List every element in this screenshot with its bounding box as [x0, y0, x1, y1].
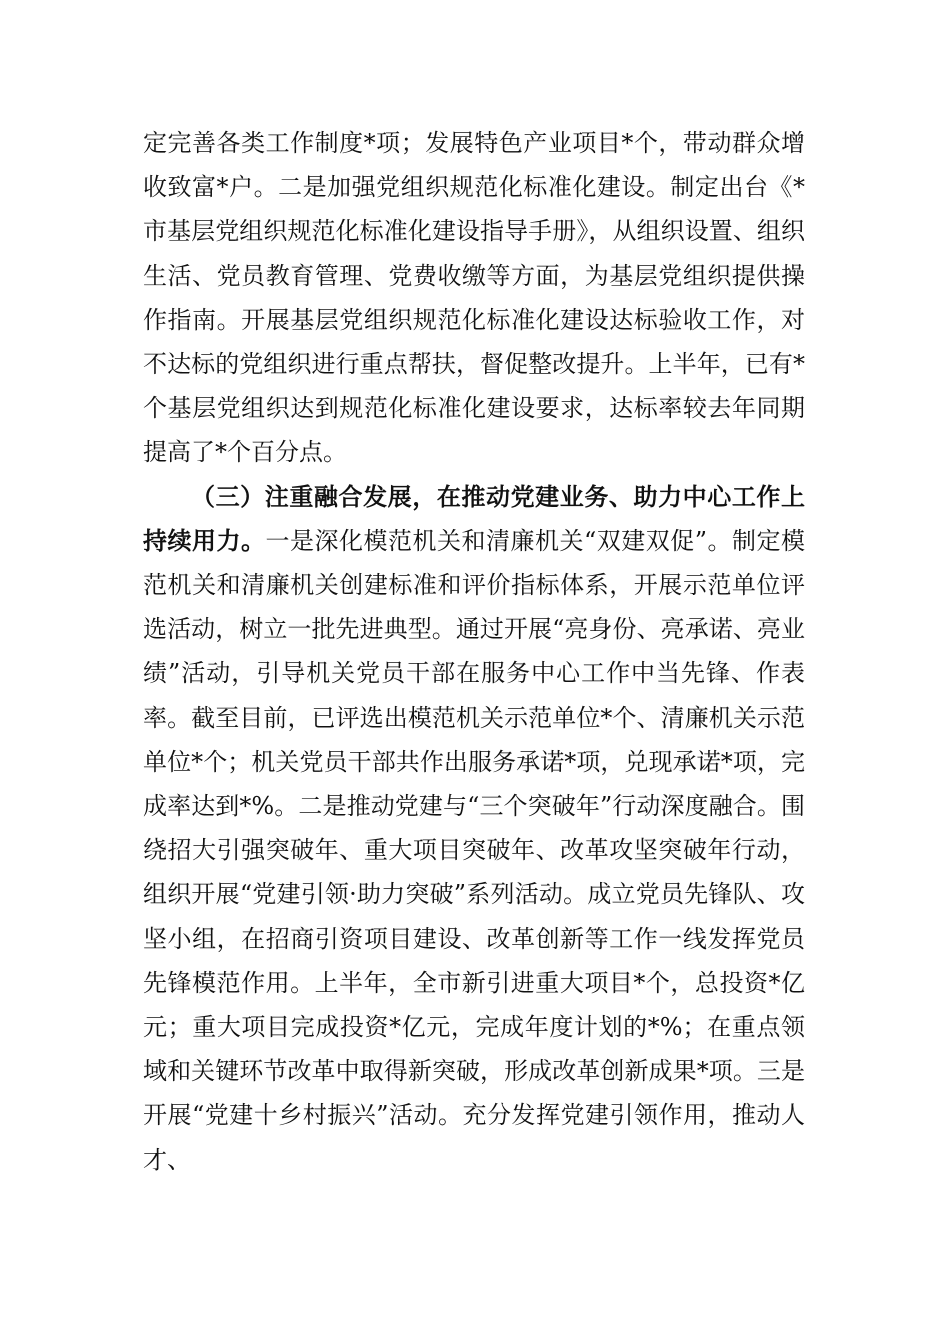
- section-heading: （三）注重融合发展，在推动党建业务、助力中心工作上持续用力。: [143, 481, 805, 555]
- document-body: [143, 121, 805, 1182]
- paragraph-section-three: [143, 475, 805, 1182]
- paragraph-text: 一是深化模范机关和清廉机关“双建双促”。制定模范机关和清廉机关创建标准和评价指标体系，开展示范单位评选活动，树立一批先进典型。通过开展“亮身份、亮承诺、亮业绩”活动，引导机关党员干部在服务中心工作中当先锋、作表率。截至目前，已评选出模范机关示范单位*个、清廉机关示范单位*个；机关党员干部共作出服务承诺*项，兑现承诺*项，完成率达到*%。二是推动党建与“三个突破年”行动深度融合。围绕招大引强突破年、重大项目突破年、改革攻坚突破年行动，组织开展“党建引领·助力突破”系列活动。成立党员先锋队、攻坚小组，在招商引资项目建设、改革创新等工作一线发挥党员先锋模范作用。上半年，全市新引进重大项目*个，总投资*亿元；重大项目完成投资*亿元，完成年度计划的*%；在重点领域和关键环节改革中取得新突破，形成改革创新成果*项。三是开展“党建十乡村振兴”活动。充分发挥党建引领作用，推动人才、: [143, 526, 805, 1174]
- paragraph-continuation: [143, 121, 805, 475]
- paragraph-text: 定完善各类工作制度*项；发展特色产业项目*个，带动群众增收致富*户。二是加强党组织规范化标准化建设。制定出台《*市基层党组织规范化标准化建设指导手册》，从组织设置、组织生活、党员教育管理、党费收缴等方面，为基层党组织提供操作指南。开展基层党组织规范化标准化建设达标验收工作，对不达标的党组织进行重点帮扶，督促整改提升。上半年，已有*个基层党组织达到规范化标准化建设要求，达标率较去年同期提高了*个百分点。: [143, 129, 805, 467]
